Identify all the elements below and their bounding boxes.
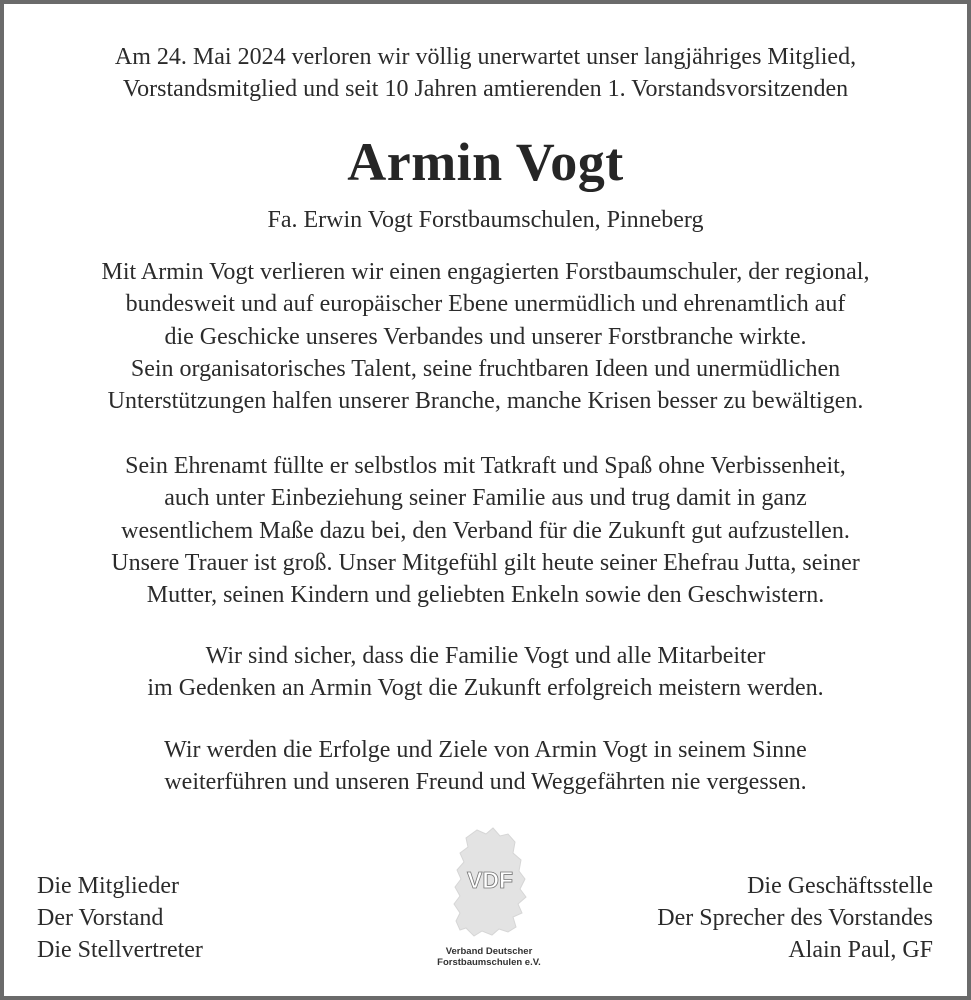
deceased-name: Armin Vogt xyxy=(347,132,624,192)
signature-line: Der Sprecher des Vorstandes xyxy=(657,905,933,931)
signature-left xyxy=(37,870,203,966)
signature-right xyxy=(657,870,933,966)
logo-caption-line: Forstbaumschulen e.V. xyxy=(437,957,541,968)
intro-line: Am 24. Mai 2024 verloren wir völlig unerwartet unser langjähriges Mitglied, xyxy=(114,44,857,70)
intro-text xyxy=(4,41,967,105)
paragraph-line: Unsere Trauer ist groß. Unser Mitgefühl gilt heute seiner Ehefrau Jutta, seiner xyxy=(111,549,860,576)
paragraph-line: die Geschicke unseres Verbandes und unserer Forstbranche wirkte. xyxy=(164,323,807,350)
logo-caption-line: Verband Deutscher xyxy=(445,946,533,957)
signature-line: Die Stellvertreter xyxy=(37,937,203,963)
paragraph-future xyxy=(4,640,967,705)
logo-abbreviation: VDF xyxy=(467,867,513,893)
paragraph-line: Sein Ehrenamt füllte er selbstlos mit Tatkraft und Spaß ohne Verbissenheit, xyxy=(125,453,846,479)
logo-caption xyxy=(414,946,564,968)
paragraph-line: Wir sind sicher, dass die Familie Vogt und alle Mitarbeiter xyxy=(205,643,766,669)
paragraph-closing xyxy=(4,734,967,799)
paragraph-line: weiterführen und unseren Freund und Weggefährten nie vergessen. xyxy=(164,769,807,796)
paragraph-line: Sein organisatorisches Talent, seine fruchtbaren Ideen und unermüdlichen xyxy=(130,355,841,382)
paragraph-tribute xyxy=(4,256,967,417)
paragraph-line: Mutter, seinen Kindern und geliebten Enkeln sowie den Geschwistern. xyxy=(146,582,825,609)
signature-line: Die Geschäftsstelle xyxy=(747,873,933,899)
paragraph-condolence xyxy=(4,450,967,611)
germany-map-icon xyxy=(414,814,564,944)
signature-line: Der Vorstand xyxy=(37,905,164,931)
paragraph-line: Unterstützungen halfen unserer Branche, manche Krisen besser zu bewältigen. xyxy=(107,388,864,415)
company-line: Fa. Erwin Vogt Forstbaumschulen, Pinneberg xyxy=(267,207,704,233)
paragraph-line: Wir werden die Erfolge und Ziele von Armin Vogt in seinem Sinne xyxy=(164,737,807,763)
signature-line: Alain Paul, GF xyxy=(788,937,933,963)
paragraph-line: auch unter Einbeziehung seiner Familie aus und trug damit in ganz xyxy=(164,485,807,512)
paragraph-line: Mit Armin Vogt verlieren wir einen engagierten Forstbaumschuler, der regional, xyxy=(101,259,870,285)
vdf-logo xyxy=(414,814,564,984)
paragraph-line: wesentlichem Maße dazu bei, den Verband für die Zukunft gut aufzustellen. xyxy=(121,517,850,544)
signature-line: Die Mitglieder xyxy=(37,873,179,899)
paragraph-line: im Gedenken an Armin Vogt die Zukunft erfolgreich meistern werden. xyxy=(147,675,824,702)
paragraph-line: bundesweit und auf europäischer Ebene unermüdlich und ehrenamtlich auf xyxy=(125,291,846,318)
intro-line: Vorstandsmitglied und seit 10 Jahren amtierenden 1. Vorstandsvorsitzenden xyxy=(122,76,849,102)
